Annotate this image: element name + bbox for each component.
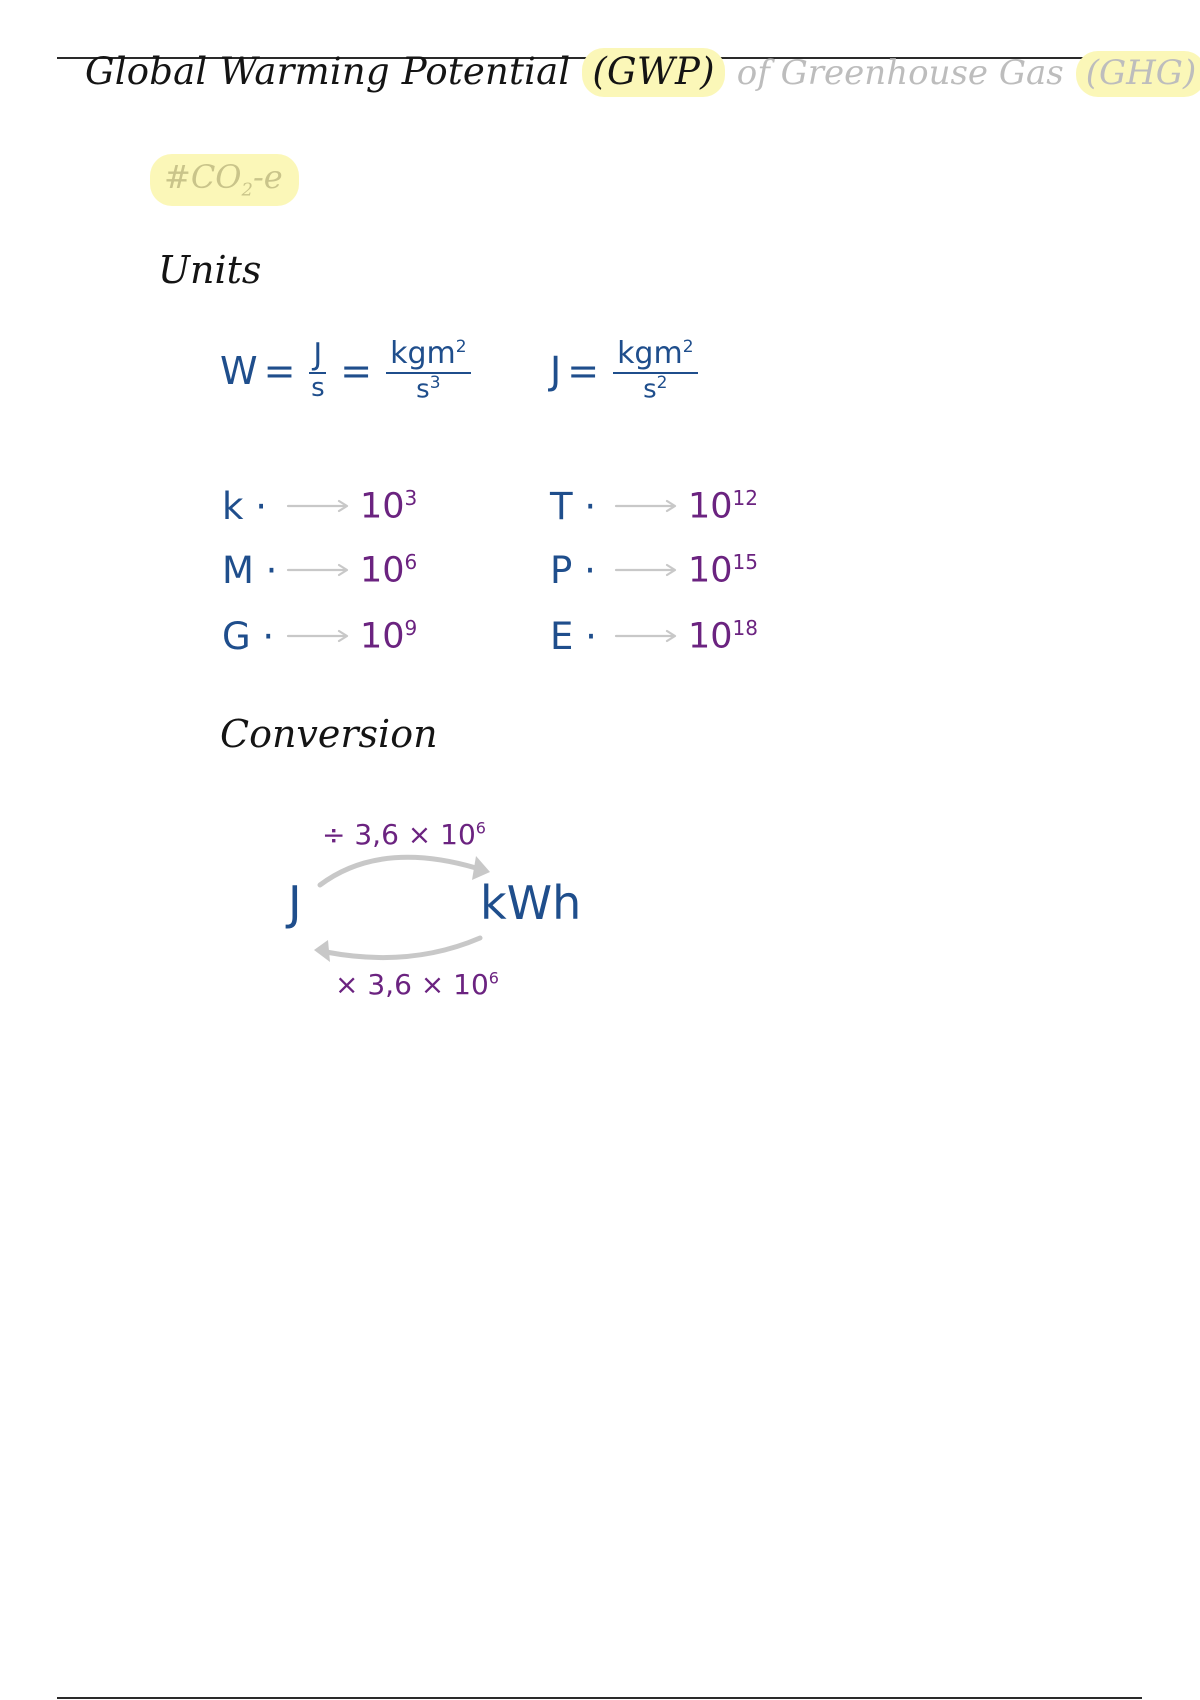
conversion-to-unit: kWh (480, 876, 582, 930)
prefix-row-kilo (222, 482, 417, 530)
prefix-row-giga (222, 612, 417, 660)
arrow-right-icon (286, 560, 352, 580)
power-base: 10 (360, 550, 405, 591)
arrow-right-icon (286, 626, 352, 646)
fraction-denominator (643, 374, 667, 404)
conversion-heading: Conversion (220, 712, 438, 756)
power-base: 10 (688, 486, 733, 527)
title-sub-abbr-highlight: (GHG) (1076, 51, 1200, 97)
backward-factor: × 3,6 × 10 (335, 968, 489, 1001)
fraction-denominator (416, 374, 440, 404)
fraction-joule-per-second (309, 336, 326, 404)
forward-factor: ÷ 3,6 × 10 (322, 818, 476, 851)
numerator-base: kgm (617, 336, 683, 371)
formula-watt (220, 338, 479, 404)
denominator-base: s (643, 374, 657, 405)
denominator-exponent: 3 (429, 372, 441, 393)
tag-subscript: 2 (241, 179, 253, 201)
arrow-right-icon (614, 560, 680, 580)
power-exponent: 18 (732, 615, 758, 640)
backward-arrowhead-icon (314, 940, 330, 962)
tag-prefix: #CO (164, 158, 242, 196)
numerator-base: kgm (390, 336, 456, 371)
power-of-ten (688, 616, 758, 657)
formula-watt-lhs: W (220, 348, 258, 393)
fraction-kgm2-per-s3 (386, 338, 470, 404)
backward-exponent: 6 (488, 968, 499, 988)
numerator-exponent: 2 (682, 337, 694, 357)
prefix-symbol: G · (222, 614, 275, 658)
denominator-base: s (416, 374, 430, 405)
prefix-symbol: k · (222, 484, 267, 528)
formula-joule (550, 338, 706, 404)
prefix-row-exa (550, 612, 758, 660)
fraction-numerator (386, 338, 470, 374)
forward-arrow-icon (320, 857, 476, 885)
fraction-numerator (613, 338, 697, 374)
tag-suffix: -e (252, 158, 283, 196)
equals-sign: = (340, 348, 373, 393)
hashtag-co2e (150, 154, 299, 206)
arrow-right-icon (614, 626, 680, 646)
power-exponent: 12 (732, 485, 758, 510)
page-title (85, 48, 1200, 104)
prefix-symbol: P · (550, 548, 596, 592)
power-exponent: 6 (404, 549, 418, 574)
power-base: 10 (688, 550, 733, 591)
numerator-exponent: 2 (455, 337, 467, 357)
bottom-rule (57, 1697, 1142, 1699)
prefix-symbol: M · (222, 548, 278, 592)
prefix-symbol: T · (550, 484, 597, 528)
power-exponent: 3 (404, 485, 418, 510)
fraction-kgm2-per-s2 (613, 338, 697, 404)
formula-joule-lhs: J (550, 348, 562, 393)
power-base: 10 (360, 616, 405, 657)
power-exponent: 9 (404, 615, 418, 640)
prefix-row-tera (550, 482, 758, 530)
conversion-from-unit: J (288, 876, 302, 930)
power-of-ten (688, 550, 758, 591)
arrow-right-icon (286, 496, 352, 516)
prefix-symbol: E · (550, 614, 597, 658)
forward-exponent: 6 (475, 818, 486, 838)
power-of-ten (360, 616, 417, 657)
title-main: Global Warming Potential (85, 50, 571, 93)
arrow-right-icon (614, 496, 680, 516)
fraction-numerator: J (309, 339, 326, 375)
prefix-row-mega (222, 546, 417, 594)
prefix-row-peta (550, 546, 758, 594)
power-of-ten (688, 486, 758, 527)
equals-sign: = (567, 348, 600, 393)
conversion-cycle-arrows (300, 840, 500, 970)
title-subtitle: of Greenhouse Gas (736, 53, 1064, 93)
power-base: 10 (688, 616, 733, 657)
power-of-ten (360, 550, 417, 591)
title-abbr-highlight: (GWP) (582, 48, 724, 97)
power-base: 10 (360, 486, 405, 527)
backward-arrow-icon (326, 938, 480, 958)
conversion-backward-label (335, 968, 499, 1001)
equals-sign: = (263, 348, 296, 393)
units-heading: Units (158, 248, 262, 292)
fraction-denominator: s (311, 373, 325, 404)
power-exponent: 15 (732, 549, 758, 574)
denominator-exponent: 2 (656, 372, 668, 393)
power-of-ten (360, 486, 417, 527)
